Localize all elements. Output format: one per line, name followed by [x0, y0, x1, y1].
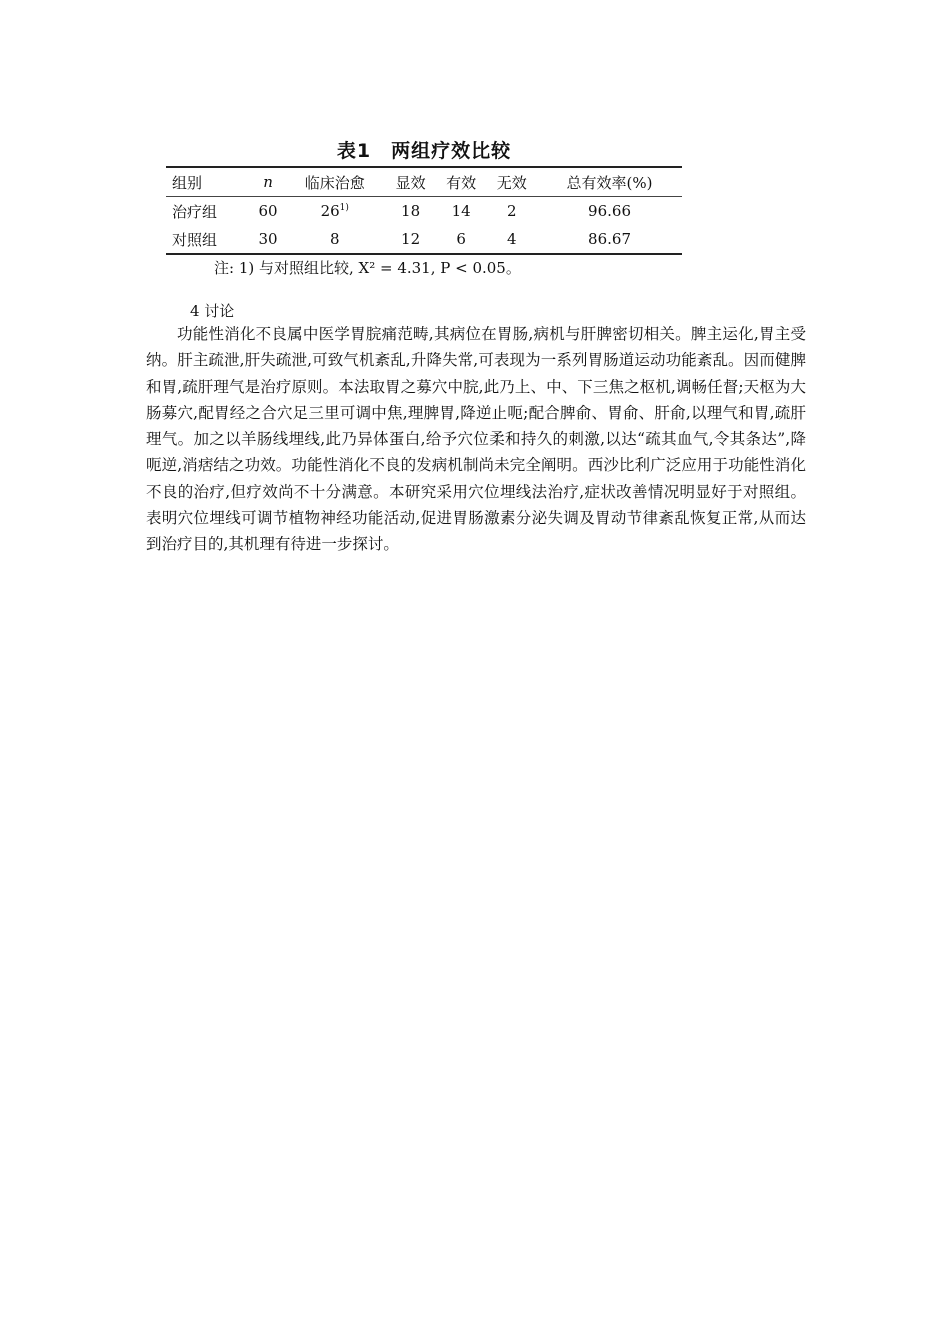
cell-marked: 12: [401, 230, 421, 248]
efficacy-table: [166, 166, 682, 255]
header-total-rate: 总有效率(%): [566, 173, 653, 192]
cured-footnote-mark: 1): [339, 203, 349, 213]
discussion-paragraph: 功能性消化不良属中医学胃脘痛范畴,其病位在胃肠,病机与肝脾密切相关。脾主运化,胃主受纳。肝主疏泄,肝失疏泄,可致气机紊乱,升降失常,可表现为一系列胃肠道运动功能紊乱。因而健脾和胃,疏肝理气是治疗原则。本法取胃之募穴中脘,此乃上、中、下三焦之枢机,调畅任督;天枢为大肠募穴,配胃经之合穴足三里可调中焦,理脾胃,降逆止呃;配合脾俞、胃俞、肝俞,以理气和胃,疏肝理气。加之以羊肠线埋线,此乃异体蛋白,给予穴位柔和持久的刺激,以达“疏其血气,令其条达”,降呃逆,消痞结之功效。功能性消化不良的发病机制尚未完全阐明。西沙比利广泛应用于功能性消化不良的治疗,但疗效尚不十分满意。本研究采用穴位埋线法治疗,症状改善情况明显好于对照组。表明穴位埋线可调节植物神经功能活动,促进胃肠激素分泌失调及胃动节律紊乱恢复正常,从而达到治疗目的,其机理有待进一步探讨。: [146, 325, 806, 554]
header-marked: 显效: [395, 173, 426, 192]
cell-ineffective: 4: [506, 230, 517, 248]
header-group: 组别: [172, 173, 203, 192]
table-header-row: [166, 167, 682, 197]
cured-value: 26: [320, 202, 340, 220]
cell-cured: [284, 197, 385, 226]
cell-group: 对照组: [172, 230, 218, 249]
table-row: [166, 225, 682, 254]
cured-value: 8: [329, 230, 340, 248]
cell-n: 60: [258, 202, 278, 220]
header-ineffective: 无效: [496, 173, 527, 192]
cell-cured: [284, 225, 385, 254]
cell-effective: 6: [456, 230, 466, 248]
table-title: 表1 两组疗效比较: [336, 140, 512, 162]
table-row: [166, 197, 682, 226]
cell-total-rate: 86.67: [588, 230, 631, 248]
section-heading: 4 讨论: [190, 302, 235, 320]
cell-n: 30: [258, 230, 278, 248]
cell-group: 治疗组: [172, 202, 218, 221]
header-cured: 临床治愈: [304, 173, 365, 192]
cell-marked: 18: [401, 202, 421, 220]
table-note: 注: 1) 与对照组比较, X² = 4.31, P < 0.05。: [214, 259, 521, 277]
header-effective: 有效: [446, 173, 477, 192]
cell-ineffective: 2: [506, 202, 517, 220]
header-n: n: [263, 173, 273, 191]
cell-effective: 14: [451, 202, 471, 220]
cell-total-rate: 96.66: [588, 202, 631, 220]
